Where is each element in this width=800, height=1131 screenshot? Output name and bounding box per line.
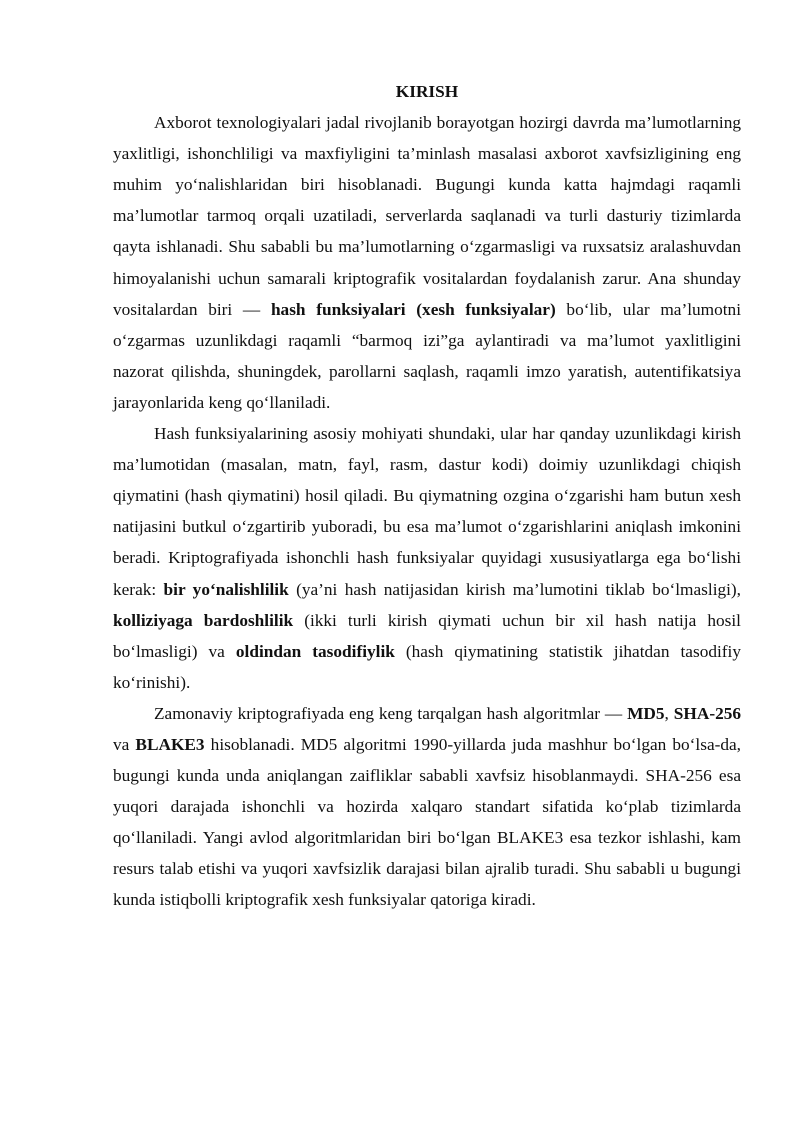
paragraph-text: (ikki turli kirish qiymati uchun bir xil hash natija hosil bo‘lmasligi) va [113, 610, 741, 661]
paragraph-text: Zamonaviy kriptografiyada eng keng tarqalgan hash algoritmlar — [154, 703, 628, 723]
bold-term: oldindan tasodifiylik [235, 641, 395, 661]
paragraph-2 [113, 418, 741, 698]
page-title: KIRISH [395, 82, 459, 101]
document-page [113, 76, 741, 916]
bold-term: bir yo‘nalishlilik [163, 579, 289, 599]
bold-term: MD5 [627, 703, 665, 723]
bold-term: hash funksiyalari (xesh funksiyalar) [270, 299, 556, 319]
paragraph-text: va [113, 734, 136, 754]
paragraph-text: (hash qiymatining statistik jihatdan tasodifiy ko‘rinishi). [113, 641, 741, 692]
paragraph-1 [113, 107, 741, 418]
document-body [113, 107, 741, 915]
paragraph-text: , [664, 703, 674, 723]
paragraph-text: Axborot texnologiyalari jadal rivojlanib borayotgan hozirgi davrda ma’lumotlarning yaxlitligi, ishonchliligi va maxfiyligini ta’minlash masalasi axborot xavfsizligining eng muhim yo‘nalishlaridan biri hisoblanadi. Bugungi kunda katta hajmdagi raqamli ma’lumotlar tarmoq orqali uzatiladi, serverlarda saqlanadi va turli dasturiy tizimlarda qayta ishlanadi. Shu sababli bu ma’lumotlarning o‘zgarmasligi va ruxsatsiz aralashuvdan himoyalanishi uchun samarali kriptografik vositalardan foydalanish zarur. Ana shunday vositalardan biri — [113, 113, 741, 319]
bold-term: SHA-256 [673, 703, 741, 723]
paragraph-text: Hash funksiyalarining asosiy mohiyati shundaki, ular har qanday uzunlikdagi kirish ma’lumotidan (masalan, matn, fayl, rasm, dastur kodi) doimiy uzunlikdagi chiqish qiymatini (hash qiymatini) hosil qiladi. Bu qiymatning ozgina o‘zgarishi ham butun xesh natijasini butkul o‘zgartirib yuboradi, bu esa ma’lumot o‘zgarishlarini aniqlash imkonini beradi. Kriptografiyada ishonchli hash funksiyalar quyidagi xususiyatlarga ega bo‘lishi kerak: [113, 424, 741, 599]
paragraph-text: bo‘lib, ular ma’lumotni o‘zgarmas uzunlikdagi raqamli “barmoq izi”ga aylantiradi va ma’lumot yaxlitligini nazorat qilishda, shuningdek, parollarni saqlash, raqamli imzo yaratish, autentifikatsiya jarayonlarida keng qo‘llaniladi. [113, 299, 741, 412]
bold-term: BLAKE3 [135, 734, 205, 754]
paragraph-text: hisoblanadi. MD5 algoritmi 1990-yillarda juda mashhur bo‘lgan bo‘lsa-da, bugungi kunda unda aniqlangan zaifliklar sababli xavfsiz hisoblanmaydi. SHA-256 esa yuqori darajada ishonchli va hozirda xalqaro standart sifatida ko‘plab tizimlarda qo‘llaniladi. Yangi avlod algoritmlaridan biri bo‘lgan BLAKE3 esa tezkor ishlashi, kam resurs talab etishi va yuqori xavfsizlik darajasi bilan ajralib turadi. Shu sababli u bugungi kunda istiqbolli kriptografik xesh funksiyalar qatoriga kiradi. [113, 734, 741, 910]
paragraph-text: (ya’ni hash natijasidan kirish ma’lumotini tiklab bo‘lmasligi), [288, 579, 742, 599]
bold-term: kolliziyaga bardoshlilik [113, 610, 294, 630]
paragraph-3 [113, 698, 741, 916]
